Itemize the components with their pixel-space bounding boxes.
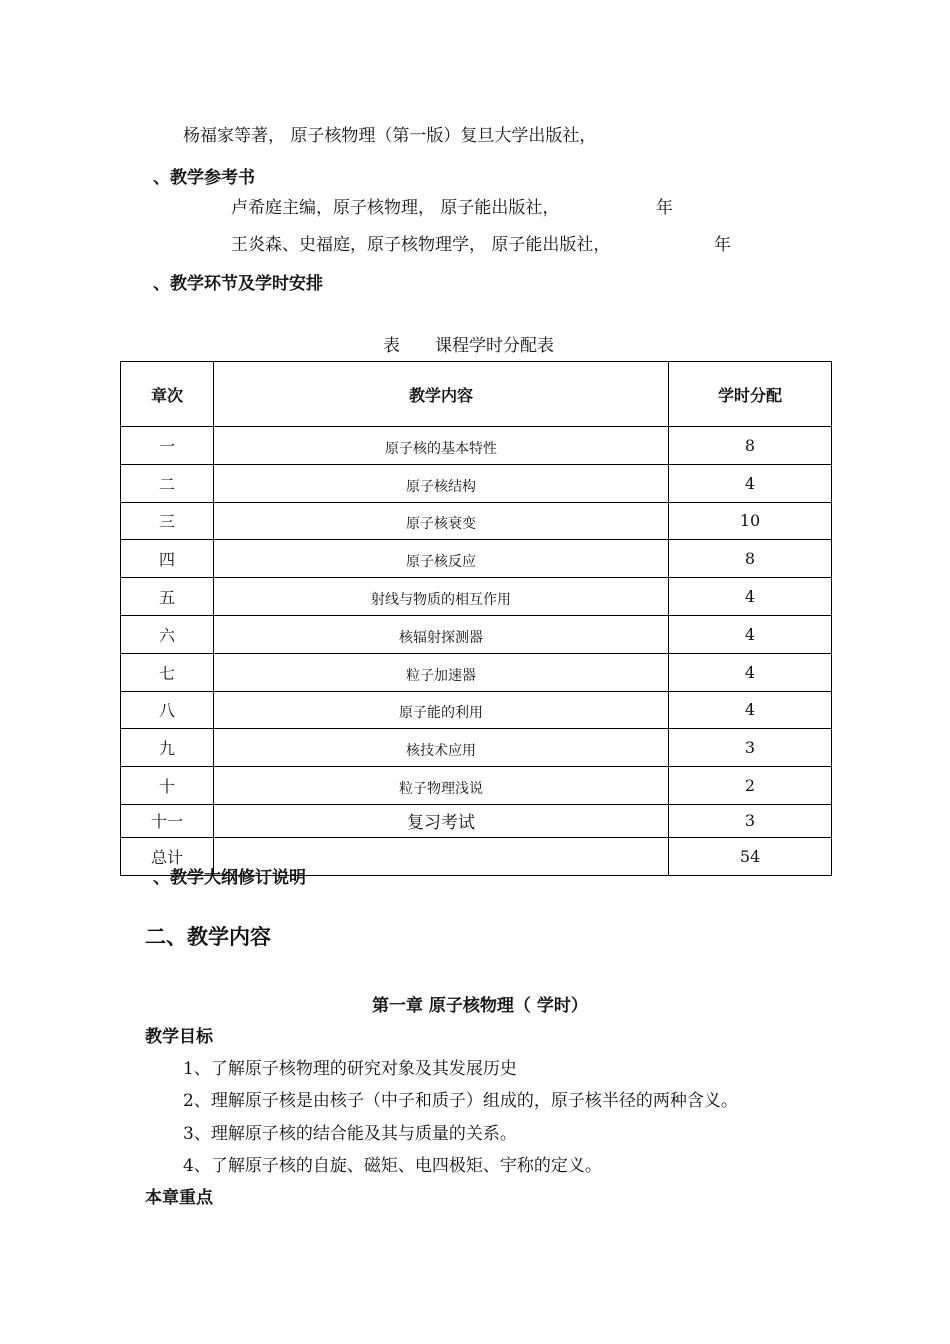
chapter-cell: 十一 <box>121 804 214 837</box>
hours-cell: 8 <box>669 540 832 578</box>
hours-cell: 4 <box>669 691 832 729</box>
table-row <box>121 615 832 653</box>
total-hours-cell: 54 <box>669 837 832 875</box>
schedule-heading: 、教学环节及学时安排 <box>153 274 323 294</box>
chapter-cell: 九 <box>121 729 214 767</box>
chapter-title: 第一章 原子核物理（ 学时） <box>372 996 588 1016</box>
table-row <box>121 427 832 465</box>
content-cell: 粒子加速器 <box>214 653 669 691</box>
table-caption-prefix: 表 <box>383 336 400 356</box>
chapter-cell: 六 <box>121 615 214 653</box>
chapter-cell: 五 <box>121 578 214 616</box>
reference-book-1-year: 年 <box>656 198 673 218</box>
table-row <box>121 464 832 502</box>
revision-heading: 、教学大纲修订说明 <box>153 868 306 888</box>
course-hours-table <box>120 361 832 876</box>
hours-cell: 10 <box>669 502 832 540</box>
objective-item: 4、了解原子核的自旋、磁矩、电四极矩、宇称的定义。 <box>183 1156 602 1176</box>
content-cell: 原子核反应 <box>214 540 669 578</box>
chapter-cell: 七 <box>121 653 214 691</box>
content-cell: 射线与物质的相互作用 <box>214 578 669 616</box>
content-cell: 原子核衰变 <box>214 502 669 540</box>
chapter-cell: 一 <box>121 427 214 465</box>
header-content: 教学内容 <box>214 362 669 427</box>
reference-books-heading: 、教学参考书 <box>153 168 255 188</box>
hours-cell: 3 <box>669 804 832 837</box>
content-cell: 粒子物理浅说 <box>214 767 669 805</box>
objective-item: 3、理解原子核的结合能及其与质量的关系。 <box>183 1124 517 1144</box>
hours-cell: 3 <box>669 729 832 767</box>
content-cell: 原子核结构 <box>214 464 669 502</box>
content-cell: 核技术应用 <box>214 729 669 767</box>
table-row <box>121 729 832 767</box>
content-cell: 原子能的利用 <box>214 691 669 729</box>
table-caption-title: 课程学时分配表 <box>435 336 554 356</box>
header-hours: 学时分配 <box>669 362 832 427</box>
hours-cell: 8 <box>669 427 832 465</box>
chapter-cell: 十 <box>121 767 214 805</box>
hours-cell: 2 <box>669 767 832 805</box>
table-header-row <box>121 362 832 427</box>
section-title: 二、教学内容 <box>145 925 271 949</box>
table-row <box>121 540 832 578</box>
content-cell: 核辐射探测器 <box>214 615 669 653</box>
table-row <box>121 653 832 691</box>
table-row <box>121 767 832 805</box>
reference-book-2-year: 年 <box>714 235 731 255</box>
hours-cell: 4 <box>669 615 832 653</box>
header-chapter: 章次 <box>121 362 214 427</box>
table-row <box>121 691 832 729</box>
chapter-cell: 二 <box>121 464 214 502</box>
content-cell: 复习考试 <box>214 804 669 837</box>
chapter-cell: 四 <box>121 540 214 578</box>
content-cell: 原子核的基本特性 <box>214 427 669 465</box>
key-points-heading: 本章重点 <box>145 1188 213 1208</box>
objective-item: 2、理解原子核是由核子（中子和质子）组成的，原子核半径的两种含义。 <box>183 1091 738 1111</box>
table-row <box>121 804 832 837</box>
table-row <box>121 578 832 616</box>
objectives-heading: 教学目标 <box>145 1027 213 1047</box>
reference-book-1: 卢希庭主编，原子核物理， 原子能出版社， <box>231 198 560 218</box>
textbook-line: 杨福家等著， 原子核物理（第一版）复旦大学出版社， <box>183 126 597 146</box>
reference-book-2: 王炎森、史福庭，原子核物理学， 原子能出版社， <box>231 235 611 255</box>
chapter-cell: 三 <box>121 502 214 540</box>
objective-item: 1、了解原子核物理的研究对象及其发展历史 <box>183 1059 517 1079</box>
chapter-cell: 八 <box>121 691 214 729</box>
total-label-cell: 总计 <box>121 837 214 875</box>
hours-cell: 4 <box>669 578 832 616</box>
hours-cell: 4 <box>669 464 832 502</box>
hours-cell: 4 <box>669 653 832 691</box>
table-row <box>121 502 832 540</box>
